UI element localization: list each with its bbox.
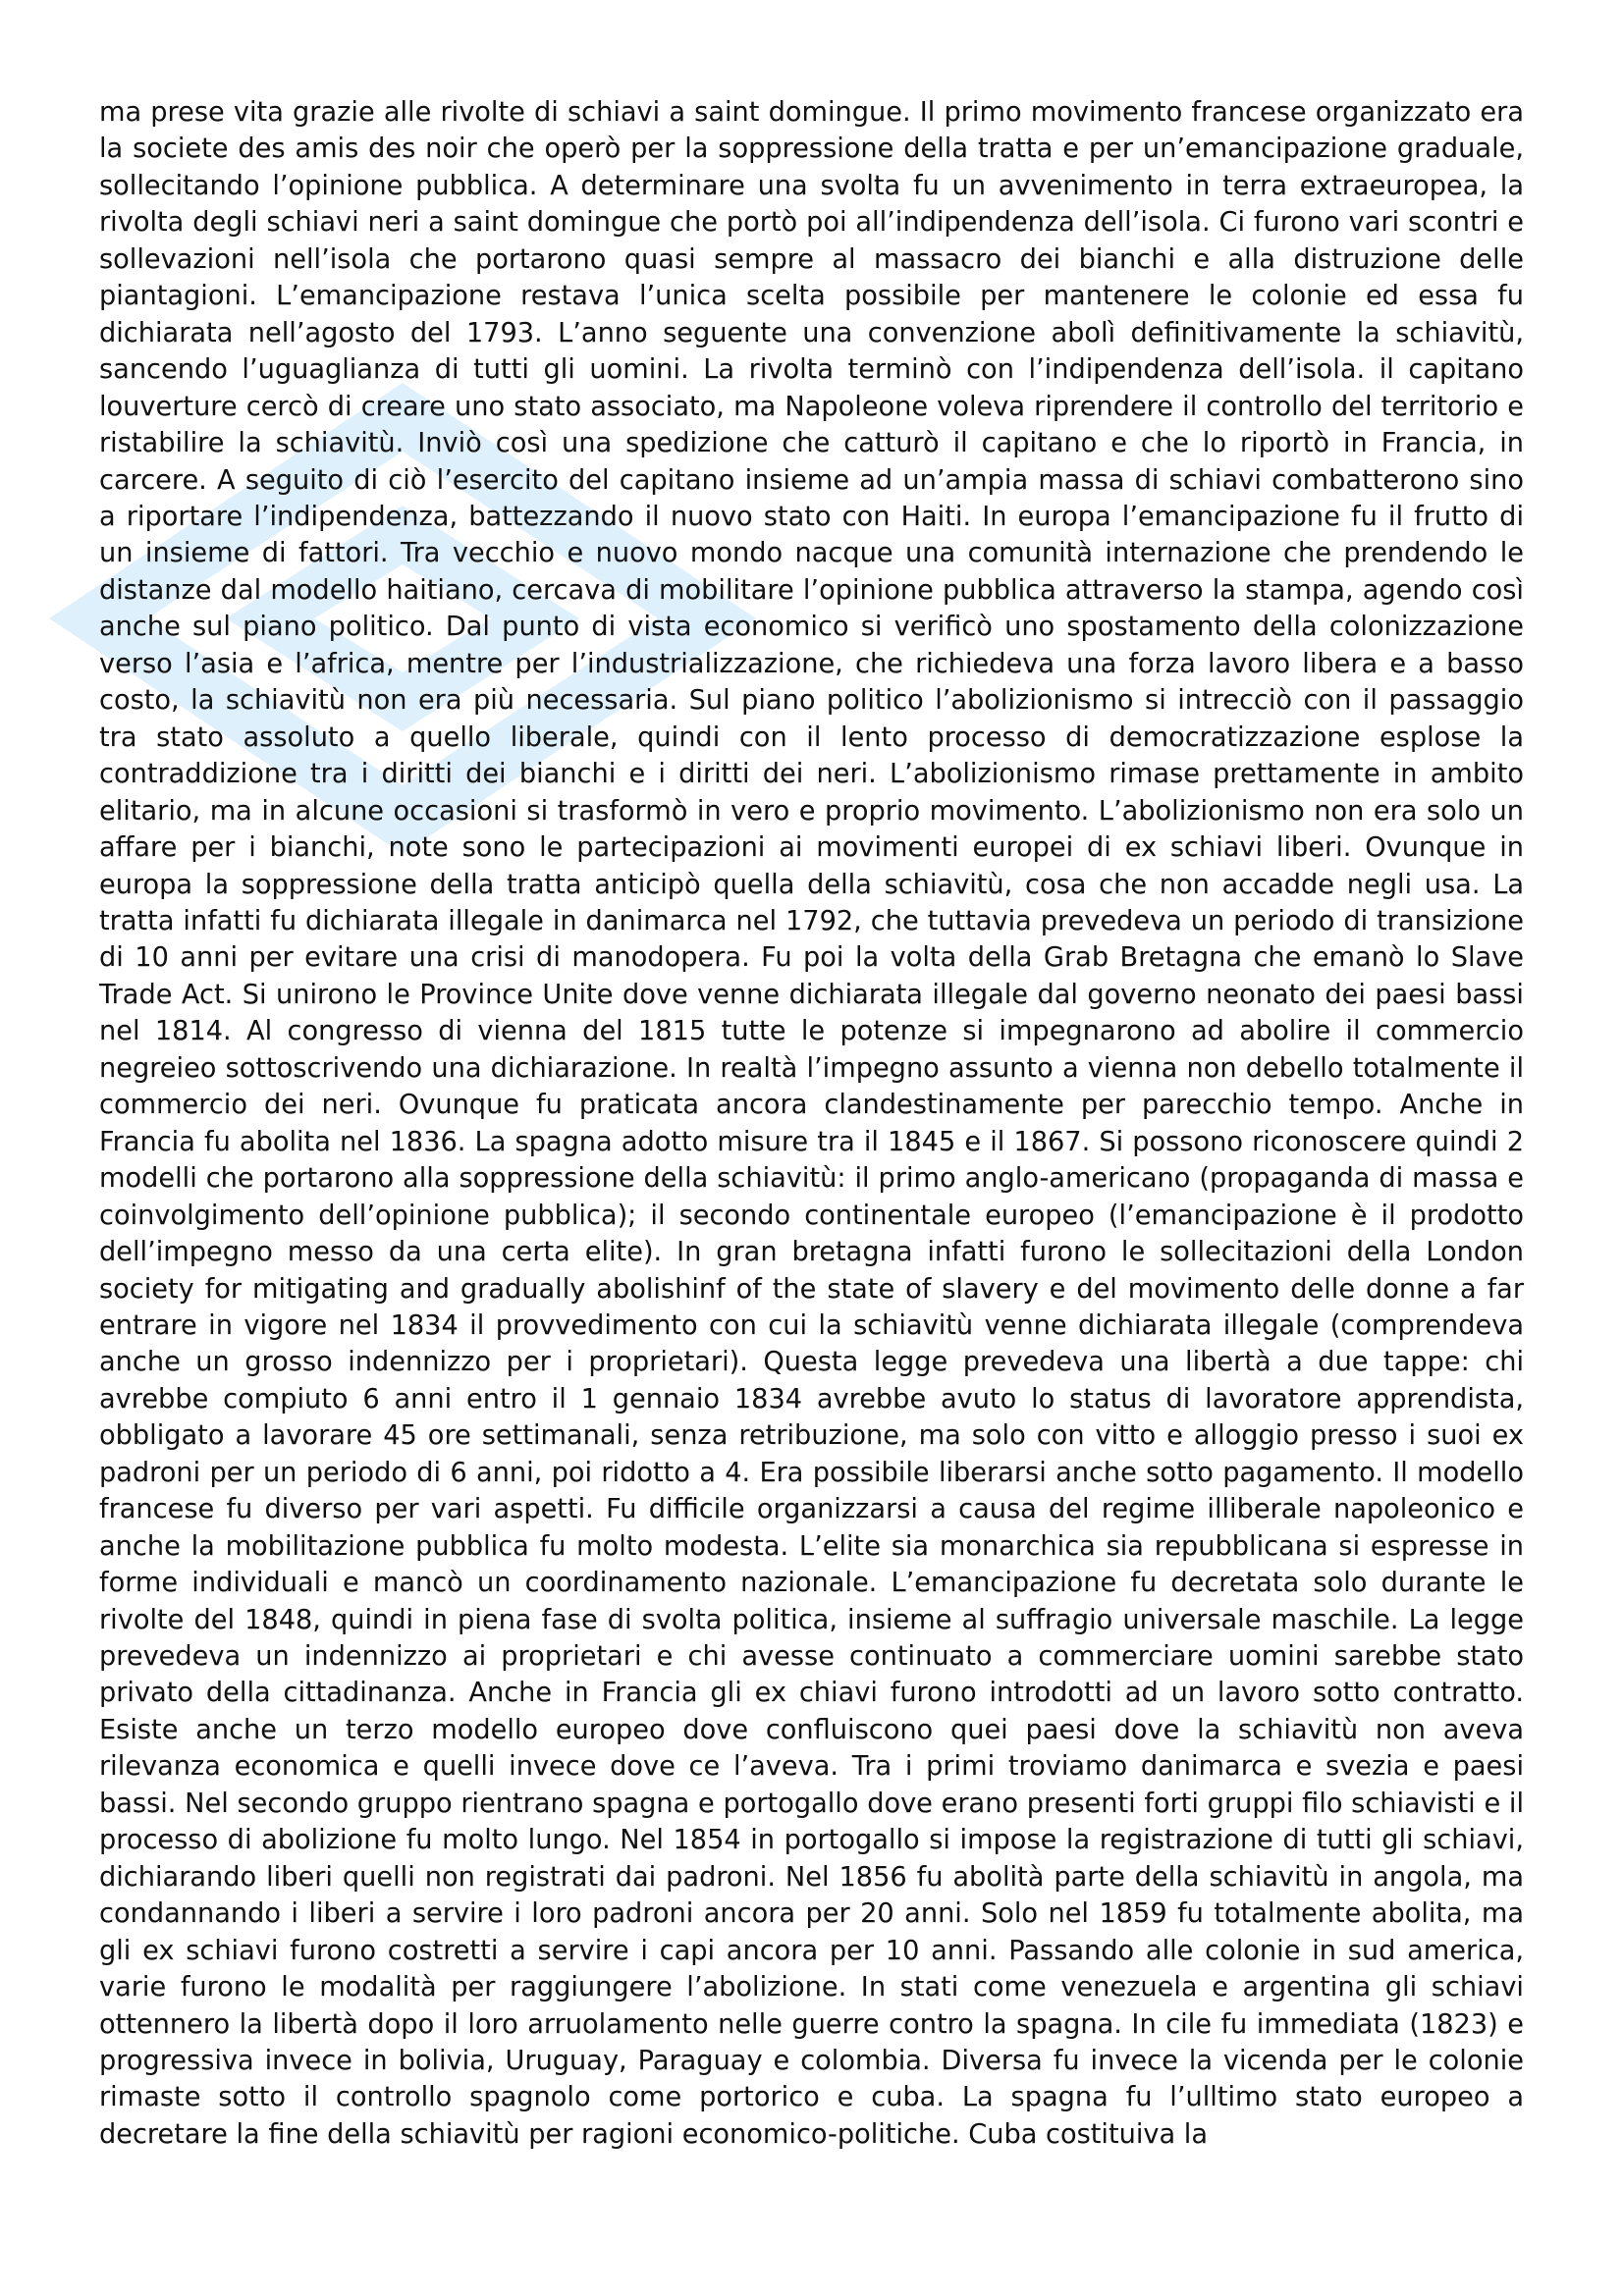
body-text: ma prese vita grazie alle rivolte di schiavi a saint domingue. Il primo movimento francese organizzato era la societe des amis des noir che operò per la soppressione della tratta e per un’emancipazione graduale, sollecitando l’opinione pubblica. A determinare una svolta fu un avvenimento in terra extraeuropea, la rivolta degli schiavi neri a saint domingue che portò poi all’indipendenza dell’isola. Ci furono vari scontri e sollevazioni nell’isola che portarono quasi sempre al massacro dei bianchi e alla distruzione delle piantagioni. L’emancipazione restava l’unica scelta possibile per mantenere le colonie ed essa fu dichiarata nell’agosto del 1793. L’anno seguente una convenzione abolì definitivamente la schiavitù, sancendo l’uguaglianza di tutti gli uomini. La rivolta terminò con l’indipendenza dell’isola. il capitano louverture cercò di creare uno stato associato, ma Napoleone voleva riprendere il controllo del territorio e ristabilire la schiavitù. Inviò così una spedizione che catturò il capitano e che lo riportò in Francia, in carcere. A seguito di ciò l’esercito del capitano insieme ad un’ampia massa di schiavi combatterono sino a riportare l’indipendenza, battezzando il nuovo stato con Haiti. In europa l’emancipazione fu il frutto di un insieme di fattori. Tra vecchio e nuovo mondo nacque una comunità internazione che prendendo le distanze dal modello haitiano, cercava di mobilitare l’opinione pubblica attraverso la stampa, agendo così anche sul piano politico. Dal punto di vista economico si verificò uno spostamento della colonizzazione verso l’asia e l’africa, mentre per l’industrializzazione, che richiedeva una forza lavoro libera e a basso costo, la schiavitù non era più necessaria. Sul piano politico l’abolizionismo si intrecciò con il passaggio tra stato assoluto a quello liberale, quindi con il lento processo di democratizzazione esplose la contraddizione tra i diritti dei bianchi e i diritti dei neri. L’abolizionismo rimase prettamente in ambito elitario, ma in alcune occasioni si trasformò in vero e proprio movimento. L’abolizionismo non era solo un affare per i bianchi, note sono le partecipazioni ai movimenti europei di ex schiavi liberi. Ovunque in europa la soppressione della tratta anticipò quella della schiavitù, cosa che non accadde negli usa. La tratta infatti fu dichiarata illegale in danimarca nel 1792, che tuttavia prevedeva un periodo di transizione di 10 anni per evitare una crisi di manodopera. Fu poi la volta della Grab Bretagna che emanò lo Slave Trade Act. Si unirono le Province Unite dove venne dichiarata illegale dal governo neonato dei paesi bassi nel 1814. Al congresso di vienna del 1815 tutte le potenze si impegnarono ad abolire il commercio negreieo sottoscrivendo una dichiarazione. In realtà l’impegno assunto a vienna non debello totalmente il commercio dei neri. Ovunque fu praticata ancora clandestinamente per parecchio tempo. Anche in Francia fu abolita nel 1836. La spagna adotto misure tra il 1845 e il 1867. Si possono riconoscere quindi 2 modelli che portarono alla soppressione della schiavitù: il primo anglo-americano (propaganda di massa e coinvolgimento dell’opinione pubblica); il secondo continentale europeo (l’emancipazione è il prodotto dell’impegno messo da una certa elite). In gran bretagna infatti furono le sollecitazioni della London society for mitigating and gradually abolishinf of the state of slavery e del movimento delle donne a far entrare in vigore nel 1834 il provvedimento con cui la schiavitù venne dichiarata illegale (comprendeva anche un grosso indennizzo per i proprietari). Questa legge prevedeva una libertà a due tappe: chi avrebbe compiuto 6 anni entro il 1 gennaio 1834 avrebbe avuto lo status di lavoratore apprendista, obbligato a lavorare 45 ore settimanali, senza retribuzione, ma solo con vitto e alloggio presso i suoi ex padroni per un periodo di 6 anni, poi ridotto a 4. Era possibile liberarsi anche sotto pagamento. Il modello francese fu diverso per vari aspetti. Fu difficile organizzarsi a causa del regime illiberale napoleonico e anche la mobilitazione pubblica fu molto modesta. L’elite sia monarchica sia repubblicana si espresse in forme individuali e mancò un coordinamento nazionale. L’emancipazione fu decretata solo durante le rivolte del 1848, quindi in piena fase di svolta politica, insieme al suffragio universale maschile. La legge prevedeva un indennizzo ai proprietari e chi avesse continuato a commerciare uomini sarebbe stato privato della cittadinanza. Anche in Francia gli ex chiavi furono introdotti ad un lavoro sotto contratto. Esiste anche un terzo modello europeo dove confluiscono quei paesi dove la schiavitù non aveva rilevanza economica e quelli invece dove ce l’aveva. Tra i primi troviamo danimarca e svezia e paesi bassi. Nel secondo gruppo rientrano spagna e portogallo dove erano presenti forti gruppi filo schiavisti e il processo di abolizione fu molto lungo. Nel 1854 in portogallo si impose la registrazione di tutti gli schiavi, dichiarando liberi quelli non registrati dai padroni. Nel 1856 fu abolità parte della schiavitù in angola, ma condannando i liberi a servire i loro padroni ancora per 20 anni. Solo nel 1859 fu totalmente abolita, ma gli ex schiavi furono costretti a servire i capi ancora per 10 anni. Passando alle colonie in sud america, varie furono le modalità per raggiungere l’abolizione. In stati come venezuela e argentina gli schiavi ottennero la libertà dopo il loro arruolamento nelle guerre contro la spagna. In cile fu immediata (1823) e progressiva invece in bolivia, Uruguay, Paraguay e colombia. Diversa fu invece la vicenda per le colonie rimaste sotto il controllo spagnolo come portorico e cuba. La spagna fu l’ulltimo stato europeo a decretare la fine della schiavitù per ragioni economico-politiche. Cuba costituiva la — [99, 97, 1524, 2150]
